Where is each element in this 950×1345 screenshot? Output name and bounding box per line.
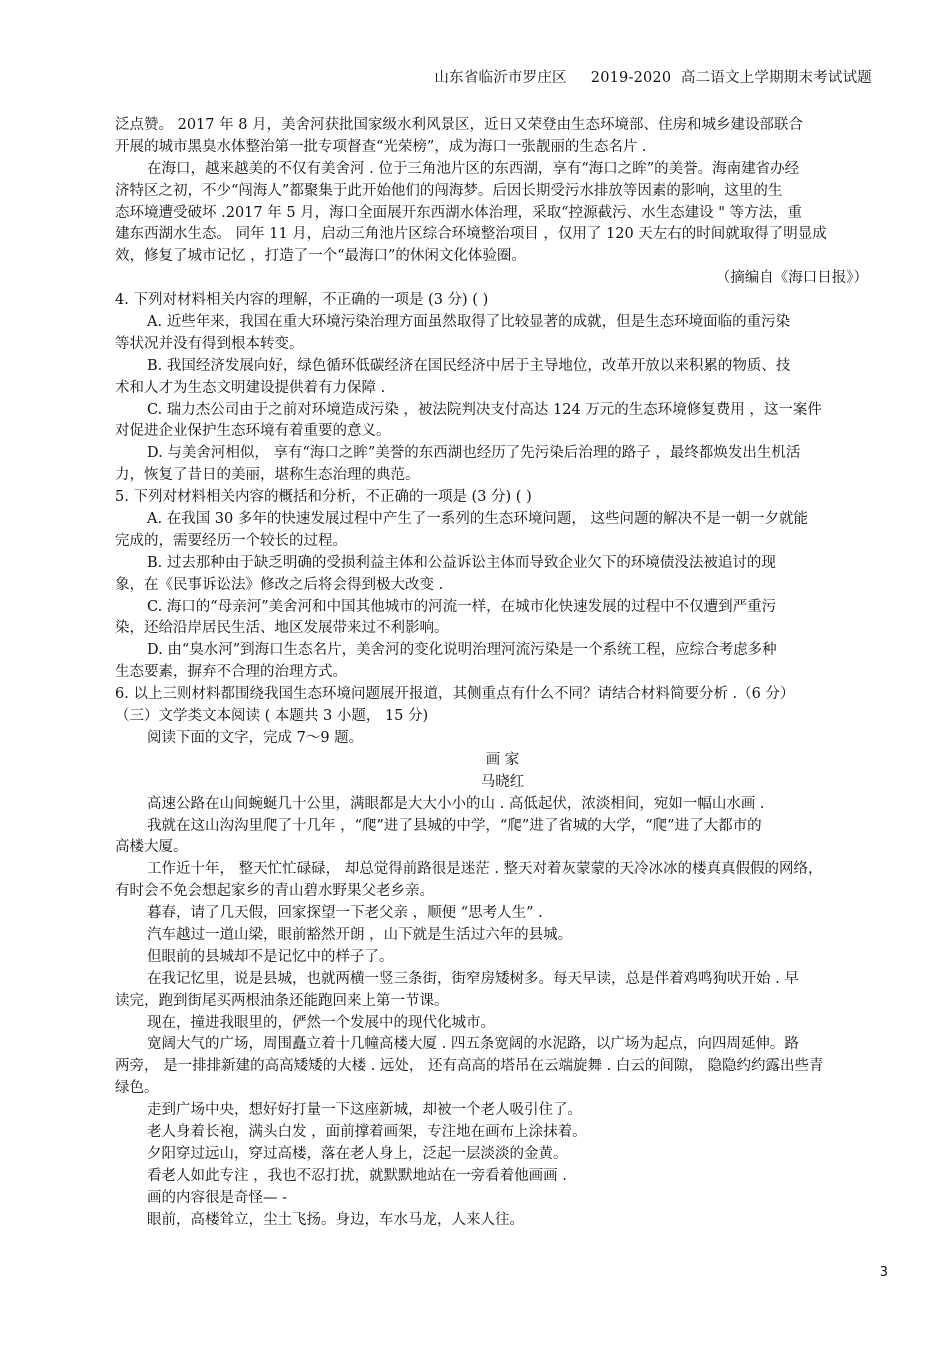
text-line: 在海口，越来越美的不仅有美舍河 . 位于三角池片区的东西湖，享有“海口之眸”的美誉。海南建省办经 bbox=[147, 160, 800, 177]
text-line: 画 家 bbox=[485, 751, 520, 768]
text-line: （摘编自《海口日报》） bbox=[715, 270, 868, 287]
text-line: 绿色。 bbox=[115, 1080, 159, 1097]
text-line: （三）文学类文本阅读 ( 本题共 3 小题， 15 分) bbox=[115, 708, 429, 725]
text-line: B. 过去那种由于缺乏明确的受损利益主体和公益诉讼主体而导致企业欠下的环境债没法被追讨的现 bbox=[147, 554, 776, 571]
text-line: 在我记忆里，说是县城，也就两横一竖三条街，街窄房矮树多。每天早读，总是伴着鸡鸣狗吠开始 . 早 bbox=[147, 970, 799, 987]
text-line: C. 海口的“母亲河”美舍河和中国其他城市的河流一样，在城市化快速发展的过程中不仅遭到严重污 bbox=[147, 598, 777, 615]
text-line: 济特区之初，不少“闯海人”都聚集于此开始他们的闯海梦。后因长期受污水排放等因素的影响，这里的生 bbox=[115, 182, 783, 199]
text-line: 泛点赞。 2017 年 8 月，美舍河获批国家级水利风景区，近日又荣登由生态环境部、住房和城乡建设部联合 bbox=[115, 117, 804, 133]
text-line: 宽阔大气的广场，周围矗立着十几幢高楼大厦 . 四五条宽阔的水泥路，以广场为起点，向四周延伸。路 bbox=[147, 1036, 799, 1053]
text-line: 我就在这山沟沟里爬了十几年 ，“爬”进了县城的中学，“爬”进了省城的大学，“爬”进了大都市的 bbox=[147, 817, 762, 834]
text-line: 阅读下面的文字，完成 7～9 题。 bbox=[147, 729, 364, 746]
text-line: 染，还给沿岸居民生活、地区发展带来过不利影响。 bbox=[115, 620, 449, 637]
text-line: 汽车越过一道山梁，眼前豁然开朗 ，山下就是生活过六年的县城。 bbox=[147, 926, 573, 943]
text-line: 现在，撞进我眼里的，俨然一个发展中的现代化城市。 bbox=[147, 1014, 495, 1031]
text-line: 工作近十年， 整天忙忙碌碌， 却总觉得前路很是迷茫 . 整天对着灰蒙蒙的天冷冰冰的楼真真假假的网络， bbox=[147, 861, 823, 878]
text-line: 开展的城市黑臭水体整治第一批专项督查“光荣榜”，成为海口一张靓丽的生态名片 . bbox=[115, 138, 647, 155]
text-line: 走到广场中央，想好好打量一下这座新城，却被一个老人吸引住了。 bbox=[147, 1102, 582, 1119]
page-header: 山东省临沂市罗庄区 2019-2020 高二语文上学期期末考试试题 bbox=[434, 70, 872, 86]
text-line: 高楼大厦。 bbox=[115, 839, 188, 856]
text-line: B. 我国经济发展向好，绿色循环低碳经济在国民经济中居于主导地位，改革开放以来积累的物质、技 bbox=[147, 357, 791, 374]
text-line: 象，在《民事诉讼法》修改之后将会得到极大改变 . bbox=[115, 576, 444, 593]
text-line: 画的内容很是奇怪— - bbox=[147, 1189, 288, 1206]
text-line: D. 与美舍河相似， 享有“海口之眸”美誉的东西湖也经历了先污染后治理的路子 ，最终都焕发出生机活 bbox=[147, 445, 801, 462]
text-line: 两旁， 是一排排新建的高高矮矮的大楼 . 远处， 还有高高的塔吊在云端旋舞 . 白云的间隙， 隐隐约约露出些青 bbox=[115, 1058, 824, 1075]
text-line: 生态要素，摒弃不合理的治理方式。 bbox=[115, 664, 347, 681]
text-line: D. 由“臭水河”到海口生态名片，美舍河的变化说明治理河流污染是一个系统工程，应综合考虑多种 bbox=[147, 642, 777, 659]
text-line: 态环境遭受破坏 .2017 年 5 月，海口全面展开东西湖水体治理，采取“控源截污、水生态建设 " 等方法，重 bbox=[115, 204, 802, 221]
page-number: 3 bbox=[879, 1265, 888, 1280]
text-line: A. 在我国 30 多年的快速发展过程中产生了一系列的生态环境问题， 这些问题的解决不是一朝一夕就能 bbox=[147, 511, 808, 528]
text-line: 夕阳穿过远山，穿过高楼，落在老人身上，泛起一层淡淡的金黄。 bbox=[147, 1145, 568, 1162]
text-line: 但眼前的县城却不是记忆中的样子了。 bbox=[147, 948, 394, 965]
text-line: 老人身着长袍，满头白发 ，面前撑着画架，专注地在画布上涂抹着。 bbox=[147, 1123, 587, 1140]
text-line: 建东西湖水生态。 同年 11 月，启动三角池片区综合环境整治项目 ，仅用了 120 天左右的时间就取得了明显成 bbox=[115, 226, 827, 243]
text-line: C. 瑞力杰公司由于之前对环境造成污染 ，被法院判决支付高达 124 万元的生态环境修复费用 ，这一案件 bbox=[147, 401, 822, 418]
text-line: 读完，跑到街尾买两根油条还能跑回来上第一节课。 bbox=[115, 992, 449, 1009]
text-line: 有时会不免会想起家乡的青山碧水野果父老乡亲。 bbox=[115, 883, 434, 900]
text-line: 4. 下列对材料相关内容的理解，不正确的一项是 (3 分) ( ) bbox=[115, 292, 489, 309]
text-line: 马晓红 bbox=[480, 773, 525, 790]
text-line: 对促进企业保护生态环境有着重要的意义。 bbox=[115, 423, 391, 440]
text-line: 术和人才为生态文明建设提供着有力保障 . bbox=[115, 379, 386, 396]
text-line: 5. 下列对材料相关内容的概括和分析，不正确的一项是 (3 分) ( ) bbox=[115, 489, 532, 506]
text-line: 看老人如此专注 ，我也不忍打扰，就默默地站在一旁看着他画画 . bbox=[147, 1167, 567, 1184]
text-line: 力，恢复了昔日的美丽，堪称生态治理的典范。 bbox=[115, 467, 420, 484]
text-line: 等状况并没有得到根本转变。 bbox=[115, 335, 304, 352]
text-line: 6. 以上三则材料都围绕我国生态环境问题展开报道，其侧重点有什么不同？请结合材料简要分析 .（6 分） bbox=[115, 686, 795, 703]
text-line: A. 近些年来，我国在重大环境污染治理方面虽然取得了比较显著的成就，但是生态环境面临的重污染 bbox=[147, 314, 791, 331]
text-line: 暮春，请了几天假，回家探望一下老父亲 ，顺便 “思考人生” . bbox=[147, 905, 543, 922]
text-line: 完成的，需要经历一个较长的过程。 bbox=[115, 532, 347, 549]
body-text bbox=[115, 115, 890, 1231]
text-line: 眼前，高楼耸立，尘土飞扬。身边，车水马龙，人来人往。 bbox=[147, 1211, 524, 1228]
text-line: 高速公路在山间蜿蜒几十公里，满眼都是大大小小的山 . 高低起伏，浓淡相间，宛如一幅山水画 . bbox=[147, 795, 765, 812]
text-line: 效，修复了城市记忆 ，打造了一个“最海口”的休闲文化体验圈。 bbox=[115, 248, 526, 265]
